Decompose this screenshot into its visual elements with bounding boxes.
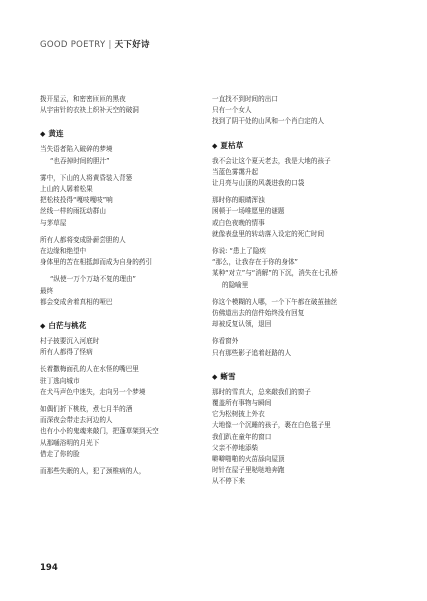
header-brand: GOOD POETRY xyxy=(40,40,106,50)
poem-line: 让月亮与山顶的风袭进我的口袋 xyxy=(212,179,305,188)
poem-line: 的隐喻里 xyxy=(222,280,249,289)
page-number: 194 xyxy=(40,563,58,573)
poem-line: 你这个模糊的人哪，一个下午都在破茧抽丝 xyxy=(212,297,338,306)
poem-line: 拨开星云，和密密匝匝的黑夜 xyxy=(40,95,126,103)
poem-line: 你说: “患上了隐疾 xyxy=(212,247,266,256)
poem-line: 身体里的苦在相抵卸而成为自身的药引 xyxy=(40,258,153,267)
poem-title xyxy=(40,320,215,332)
poem-title-text: 黄连 xyxy=(48,129,64,139)
poem-line: 时针在屋子里哒哒地奔跑 xyxy=(212,466,285,475)
poem-line: “纵使一万个万劫不复的理由” xyxy=(50,275,136,284)
poem-line: 只有一个女人 xyxy=(212,106,252,115)
poem-line: 从不停下来 xyxy=(212,477,245,486)
poem-title xyxy=(212,140,387,152)
poem-line: 只有那些影子追着赶路的人 xyxy=(212,348,292,357)
running-header xyxy=(40,38,150,50)
poem-line: 一直找不到时间的出口 xyxy=(212,95,278,103)
poem-line: 或白色夜晚的情事 xyxy=(212,218,265,227)
poem-line: 你看窗外 xyxy=(212,337,239,346)
poem-line: 我不会让这个夏天老去，我是大地的孩子 xyxy=(212,156,331,165)
poem-line: 噼噼啪啪的火苗舔向屋顶 xyxy=(212,455,285,464)
poem-line: 也有小小的鬼魂来敲门，把蓬草架到天空 xyxy=(40,427,159,436)
poem-line: 那时你的眼睛浑浊 xyxy=(212,196,265,205)
poem-line: 某种“对立”与“消解”的下沉，消失在七孔桥 xyxy=(212,269,338,278)
left-column xyxy=(40,94,218,477)
poem-line: 就像表盘里的转动落入设定的死亡时间 xyxy=(212,229,325,238)
poem-line: 雾中，下山的人将黄昏装入背篓 xyxy=(40,173,133,182)
poem-line: 与茅草屋 xyxy=(40,218,67,227)
poem-title xyxy=(40,128,215,140)
diamond-bullet-icon: ◆ xyxy=(40,322,46,331)
header-separator: | xyxy=(108,40,112,50)
diamond-bullet-icon: ◆ xyxy=(212,141,218,150)
poem-line: 所有人都将变成卧薪尝胆的人 xyxy=(40,235,126,244)
poem-line: 最终 xyxy=(40,286,54,295)
poem-line: 而深夜会带走去河边的人 xyxy=(40,416,113,425)
poem-line: 找到了阴干处的山风和一个肖白定的人 xyxy=(212,117,325,126)
poem-line: 困顿于一场唯愿里的谜题 xyxy=(212,207,285,216)
poem-line: 它为松树披上外衣 xyxy=(212,410,265,419)
poem-line: 上山的人孱着松果 xyxy=(40,185,93,194)
poem-line: 在犬马声色中迷失，走向另一个梦境 xyxy=(40,387,146,396)
poem-line: 当蓝色雾霭升起 xyxy=(212,167,259,176)
poem-line: 长着撒梅面孔的人在水怪的嘴巴里 xyxy=(40,365,139,374)
poem-line: 父亲不停地添柴 xyxy=(212,443,259,452)
poem-line: 那时的雪真大，总来敲我们的窗子 xyxy=(212,387,311,396)
poem-line: 当失语者陷入破碎的梦境 xyxy=(40,145,113,154)
poem-line: 所有人都得了怪病 xyxy=(40,348,93,357)
poem-title-text: 夏枯草 xyxy=(220,140,244,150)
poem-line: 覆盖所有事物与瞬间 xyxy=(212,399,272,408)
poem-line: 我们趴在童年的窗口 xyxy=(212,432,272,441)
poem-line: 却被反复认领，退回 xyxy=(212,320,272,329)
header-title-cn: 天下好诗 xyxy=(114,40,150,50)
poem-line: 仿佛道出去的信件始终没有回复 xyxy=(212,309,305,318)
poem-line: “也吞掉时间的胆汁” xyxy=(50,156,110,165)
poem-line: 村子披要沉入河底时 xyxy=(40,337,100,346)
diamond-bullet-icon: ◆ xyxy=(212,372,218,381)
poem-line: 而那些失眠的人，犯了颈椎病的人， xyxy=(40,467,146,476)
poem-title xyxy=(212,371,387,383)
poem-title-text: 白茫与桃花 xyxy=(48,321,87,331)
diamond-bullet-icon: ◆ xyxy=(40,130,46,139)
poem-line: 借走了你的脸 xyxy=(40,449,80,458)
poem-line: 驻丁逃向城市 xyxy=(40,376,80,385)
poem-line: “那么，让我存在于你的身体” xyxy=(212,258,298,267)
poem-line: 从宇宙针的衣袂上织补天空的破洞 xyxy=(40,106,139,115)
poem-title-text: 蜥雪 xyxy=(220,371,236,381)
right-column xyxy=(212,94,387,488)
poem-line: 都会变成舍着真相的哑巴 xyxy=(40,297,113,306)
poem-line: 如偶们折下桃枝，煮七月半的酒 xyxy=(40,405,133,414)
poem-line: 大地像一个沉睡的孩子，裹在白色毯子里 xyxy=(212,421,331,430)
poem-line: 丝线一样的雨抚动群山 xyxy=(40,207,106,216)
poem-line: 把松枝投得“嘎吱嘎吱”响 xyxy=(40,196,113,205)
poem-line: 在边缘和绝望中 xyxy=(40,247,87,256)
poem-line: 从那嗵浴明的月光下 xyxy=(40,438,100,447)
